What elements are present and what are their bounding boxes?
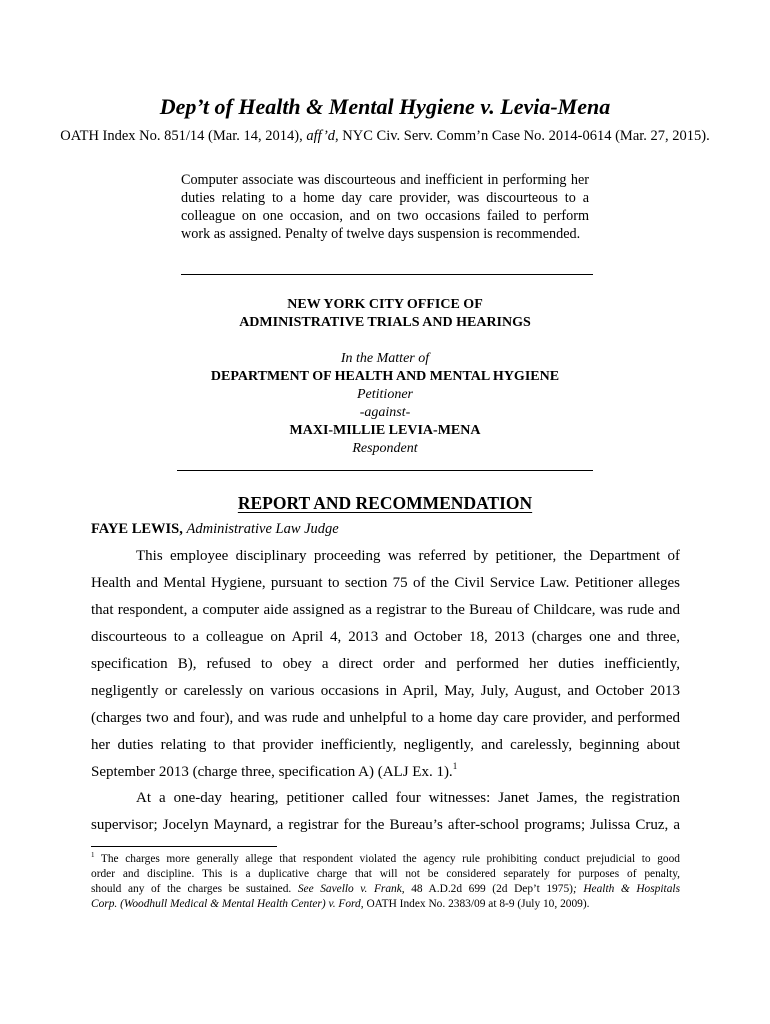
in-the-matter: In the Matter of (340, 351, 430, 366)
paragraph1-line: This employee disciplinary proceeding was referred by petitioner, the Department of (136, 548, 680, 564)
case-summary: Computer associate was discourteous and inefficient in performing her duties relating to a home day care provider, was discourteous to a colleague on one occasion, and on two occasions failed to perform work as assigned. Penalty of twelve days suspension is recommended. (181, 172, 589, 242)
petitioner-role: Petitioner (357, 387, 413, 402)
footnote-line (91, 897, 680, 912)
footnote-divider (91, 846, 277, 847)
caption-divider (177, 470, 593, 471)
against-label: -against- (359, 405, 411, 420)
case-citation (60, 126, 710, 147)
paragraph1-last-line (91, 762, 680, 782)
respondent-name: MAXI-MILLIE LEVIA-MENA (289, 423, 481, 438)
footnote-ref[interactable]: 1 (452, 761, 458, 771)
respondent-role: Respondent (352, 441, 418, 456)
citation-pre: OATH Index No. 851/14 (Mar. 14, 2014), (60, 128, 307, 144)
case-title: Dep’t of Health & Mental Hygiene v. Levia-Mena (159, 94, 611, 119)
petitioner-name: DEPARTMENT OF HEALTH AND MENTAL HYGIENE (210, 369, 560, 384)
paragraph1-line: Health and Mental Hygiene, pursuant to section 75 of the Civil Service Law. Petitioner alleges (91, 575, 680, 591)
citation-affd: aff’d (306, 128, 336, 144)
footnote-line1-text: The charges more generally allege that respondent violated the agency rule prohibiting conduct prejudicial to good (100, 853, 680, 865)
fn-case-savello: See Savello v. Frank, (297, 883, 405, 895)
fn-case-hhc: ; Health & Hospitals (572, 883, 681, 895)
paragraph1-line: negligently or carelessly on various occasions in April, May, July, August, and October 2013 (91, 683, 680, 699)
paragraph1-line: her duties relating to that provider inefficiently, negligently, and carelessly, beginning about (91, 737, 680, 753)
judge-name: FAYE LEWIS, (91, 521, 183, 537)
paragraph2-line: At a one-day hearing, petitioner called four witnesses: Janet James, the registration (136, 790, 680, 806)
office-name-line1: NEW YORK CITY OFFICE OF (287, 297, 483, 312)
paragraph1-line: specification B), refused to obey a direct order and performed her duties inefficiently, (91, 656, 680, 672)
paragraph1-line: (charges two and four), and was rude and unhelpful to a home day care provider, and performed (91, 710, 680, 726)
paragraph2-line: supervisor; Jocelyn Maynard, a registrar for the Bureau’s after-school programs; Julissa Cruz, a (91, 817, 680, 833)
paragraph1-line: that respondent, a computer aide assigned as a registrar to the Bureau of Childcare, was rude and (91, 602, 680, 618)
office-name-line2: ADMINISTRATIVE TRIALS AND HEARINGS (239, 315, 531, 330)
summary-divider (181, 274, 593, 275)
fn-line3-mid: 48 A.D.2d 699 (2d Dep’t 1975) (404, 883, 573, 895)
fn-line4-post: OATH Index No. 2383/09 at 8-9 (July 10, 2009). (363, 898, 590, 910)
report-heading-text: REPORT AND RECOMMENDATION (237, 493, 533, 513)
footnote-line (91, 882, 680, 897)
fn-case-woodhull: Corp. (Woodhull Medical & Mental Health Center) v. Ford, (91, 898, 364, 910)
judge-title: Administrative Law Judge (186, 521, 339, 537)
paragraph1-last-text: September 2013 (charge three, specification A) (ALJ Ex. 1). (91, 764, 453, 780)
fn-line3-pre: should any of the charges be sustained. (91, 883, 298, 895)
footnote-number: 1 (91, 851, 95, 859)
report-heading (0, 491, 770, 515)
citation-post: , NYC Civ. Serv. Comm’n Case No. 2014-0614 (Mar. 27, 2015). (335, 128, 710, 144)
paragraph1-line: discourteous to a colleague on April 4, 2013 and October 18, 2013 (charges one and three, (91, 629, 680, 645)
footnote-line (91, 852, 680, 867)
footnote-line: order and discipline. This is a duplicative charge that will not be considered separately for purposes of penalty, (91, 868, 680, 880)
judge-line (91, 520, 339, 538)
